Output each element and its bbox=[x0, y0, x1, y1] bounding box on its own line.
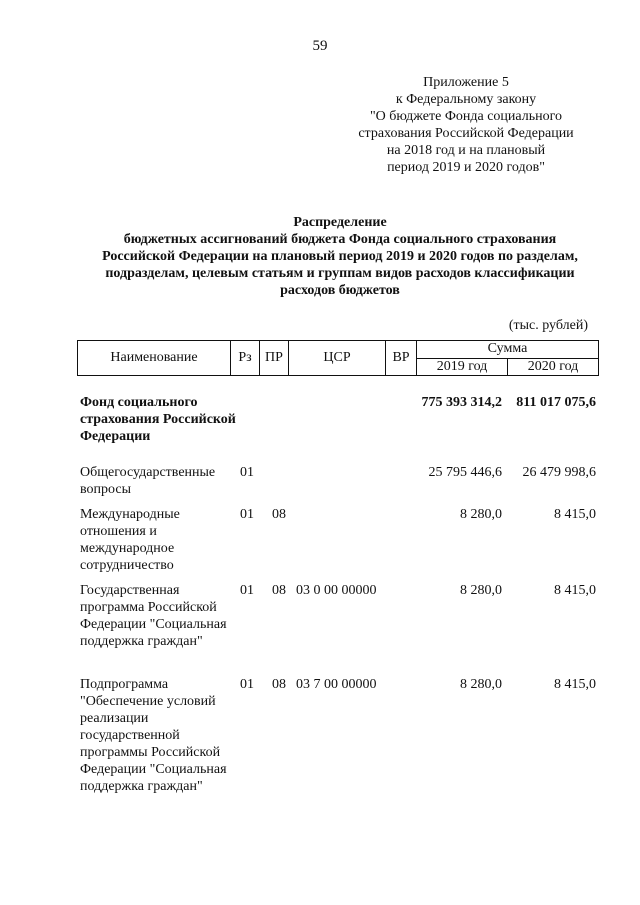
appendix-note bbox=[336, 74, 596, 176]
header-pr: ПР bbox=[260, 341, 289, 376]
row-2019: 25 795 446,6 bbox=[428, 465, 502, 480]
table-row bbox=[80, 394, 620, 464]
row-2020: 8 415,0 bbox=[554, 507, 596, 522]
row-2020: 811 017 075,6 bbox=[516, 395, 596, 410]
row-rz: 01 bbox=[240, 583, 254, 598]
header-sum: Сумма bbox=[417, 341, 599, 359]
table-body bbox=[80, 394, 620, 826]
row-pr: 08 bbox=[272, 583, 286, 598]
row-csr: 03 0 00 00000 bbox=[296, 583, 377, 598]
table-row bbox=[80, 582, 620, 676]
table-row bbox=[80, 464, 620, 506]
header-rz: Рз bbox=[231, 341, 260, 376]
header-csr: ЦСР bbox=[289, 341, 386, 376]
row-rz: 01 bbox=[240, 677, 254, 692]
document-title bbox=[40, 214, 640, 299]
row-csr: 03 7 00 00000 bbox=[296, 677, 377, 692]
title-line: бюджетных ассигнований бюджета Фонда социального страхования bbox=[123, 232, 557, 247]
header-2020: 2020 год bbox=[508, 358, 599, 376]
appendix-line: на 2018 год и на плановый bbox=[386, 143, 546, 158]
row-2019: 775 393 314,2 bbox=[421, 395, 502, 410]
row-pr: 08 bbox=[272, 677, 286, 692]
row-pr: 08 bbox=[272, 507, 286, 522]
title-line: расходов бюджетов bbox=[280, 283, 400, 298]
header-2019: 2019 год bbox=[417, 358, 508, 376]
row-name: Фонд социального страхования Российской Федерации bbox=[80, 395, 236, 444]
header-vr: ВР bbox=[386, 341, 417, 376]
row-2019: 8 280,0 bbox=[460, 583, 502, 598]
row-name: Общегосударственные вопросы bbox=[80, 465, 216, 497]
header-name: Наименование bbox=[78, 341, 231, 376]
units-note: (тыс. рублей) bbox=[508, 318, 588, 333]
table-row bbox=[80, 506, 620, 582]
row-2019: 8 280,0 bbox=[460, 507, 502, 522]
appendix-line: период 2019 и 2020 годов" bbox=[387, 160, 545, 175]
table-row bbox=[80, 676, 620, 826]
title-line: Распределение bbox=[293, 215, 387, 230]
row-2020: 26 479 998,6 bbox=[522, 465, 596, 480]
title-line: Российской Федерации на плановый период 2019 и 2020 годов по разделам, bbox=[102, 249, 578, 264]
page-number: 59 bbox=[312, 38, 328, 54]
table-header bbox=[77, 340, 599, 376]
appendix-line: Приложение 5 bbox=[423, 75, 509, 90]
row-2020: 8 415,0 bbox=[554, 677, 596, 692]
row-rz: 01 bbox=[240, 507, 254, 522]
appendix-line: к Федеральному закону bbox=[395, 92, 537, 107]
row-name: Государственная программа Российской Федерации "Социальная поддержка граждан" bbox=[80, 583, 227, 649]
row-name: Подпрограмма "Обеспечение условий реализации государственной программы Российской Федерации "Социальная поддержка граждан" bbox=[80, 677, 227, 794]
appendix-line: страхования Российской Федерации bbox=[358, 126, 574, 141]
appendix-line: "О бюджете Фонда социального bbox=[369, 109, 563, 124]
row-2020: 8 415,0 bbox=[554, 583, 596, 598]
title-line: подразделам, целевым статьям и группам видов расходов классификации bbox=[105, 266, 575, 281]
row-name: Международные отношения и международное сотрудничество bbox=[80, 507, 180, 573]
row-2019: 8 280,0 bbox=[460, 677, 502, 692]
row-rz: 01 bbox=[240, 465, 254, 480]
